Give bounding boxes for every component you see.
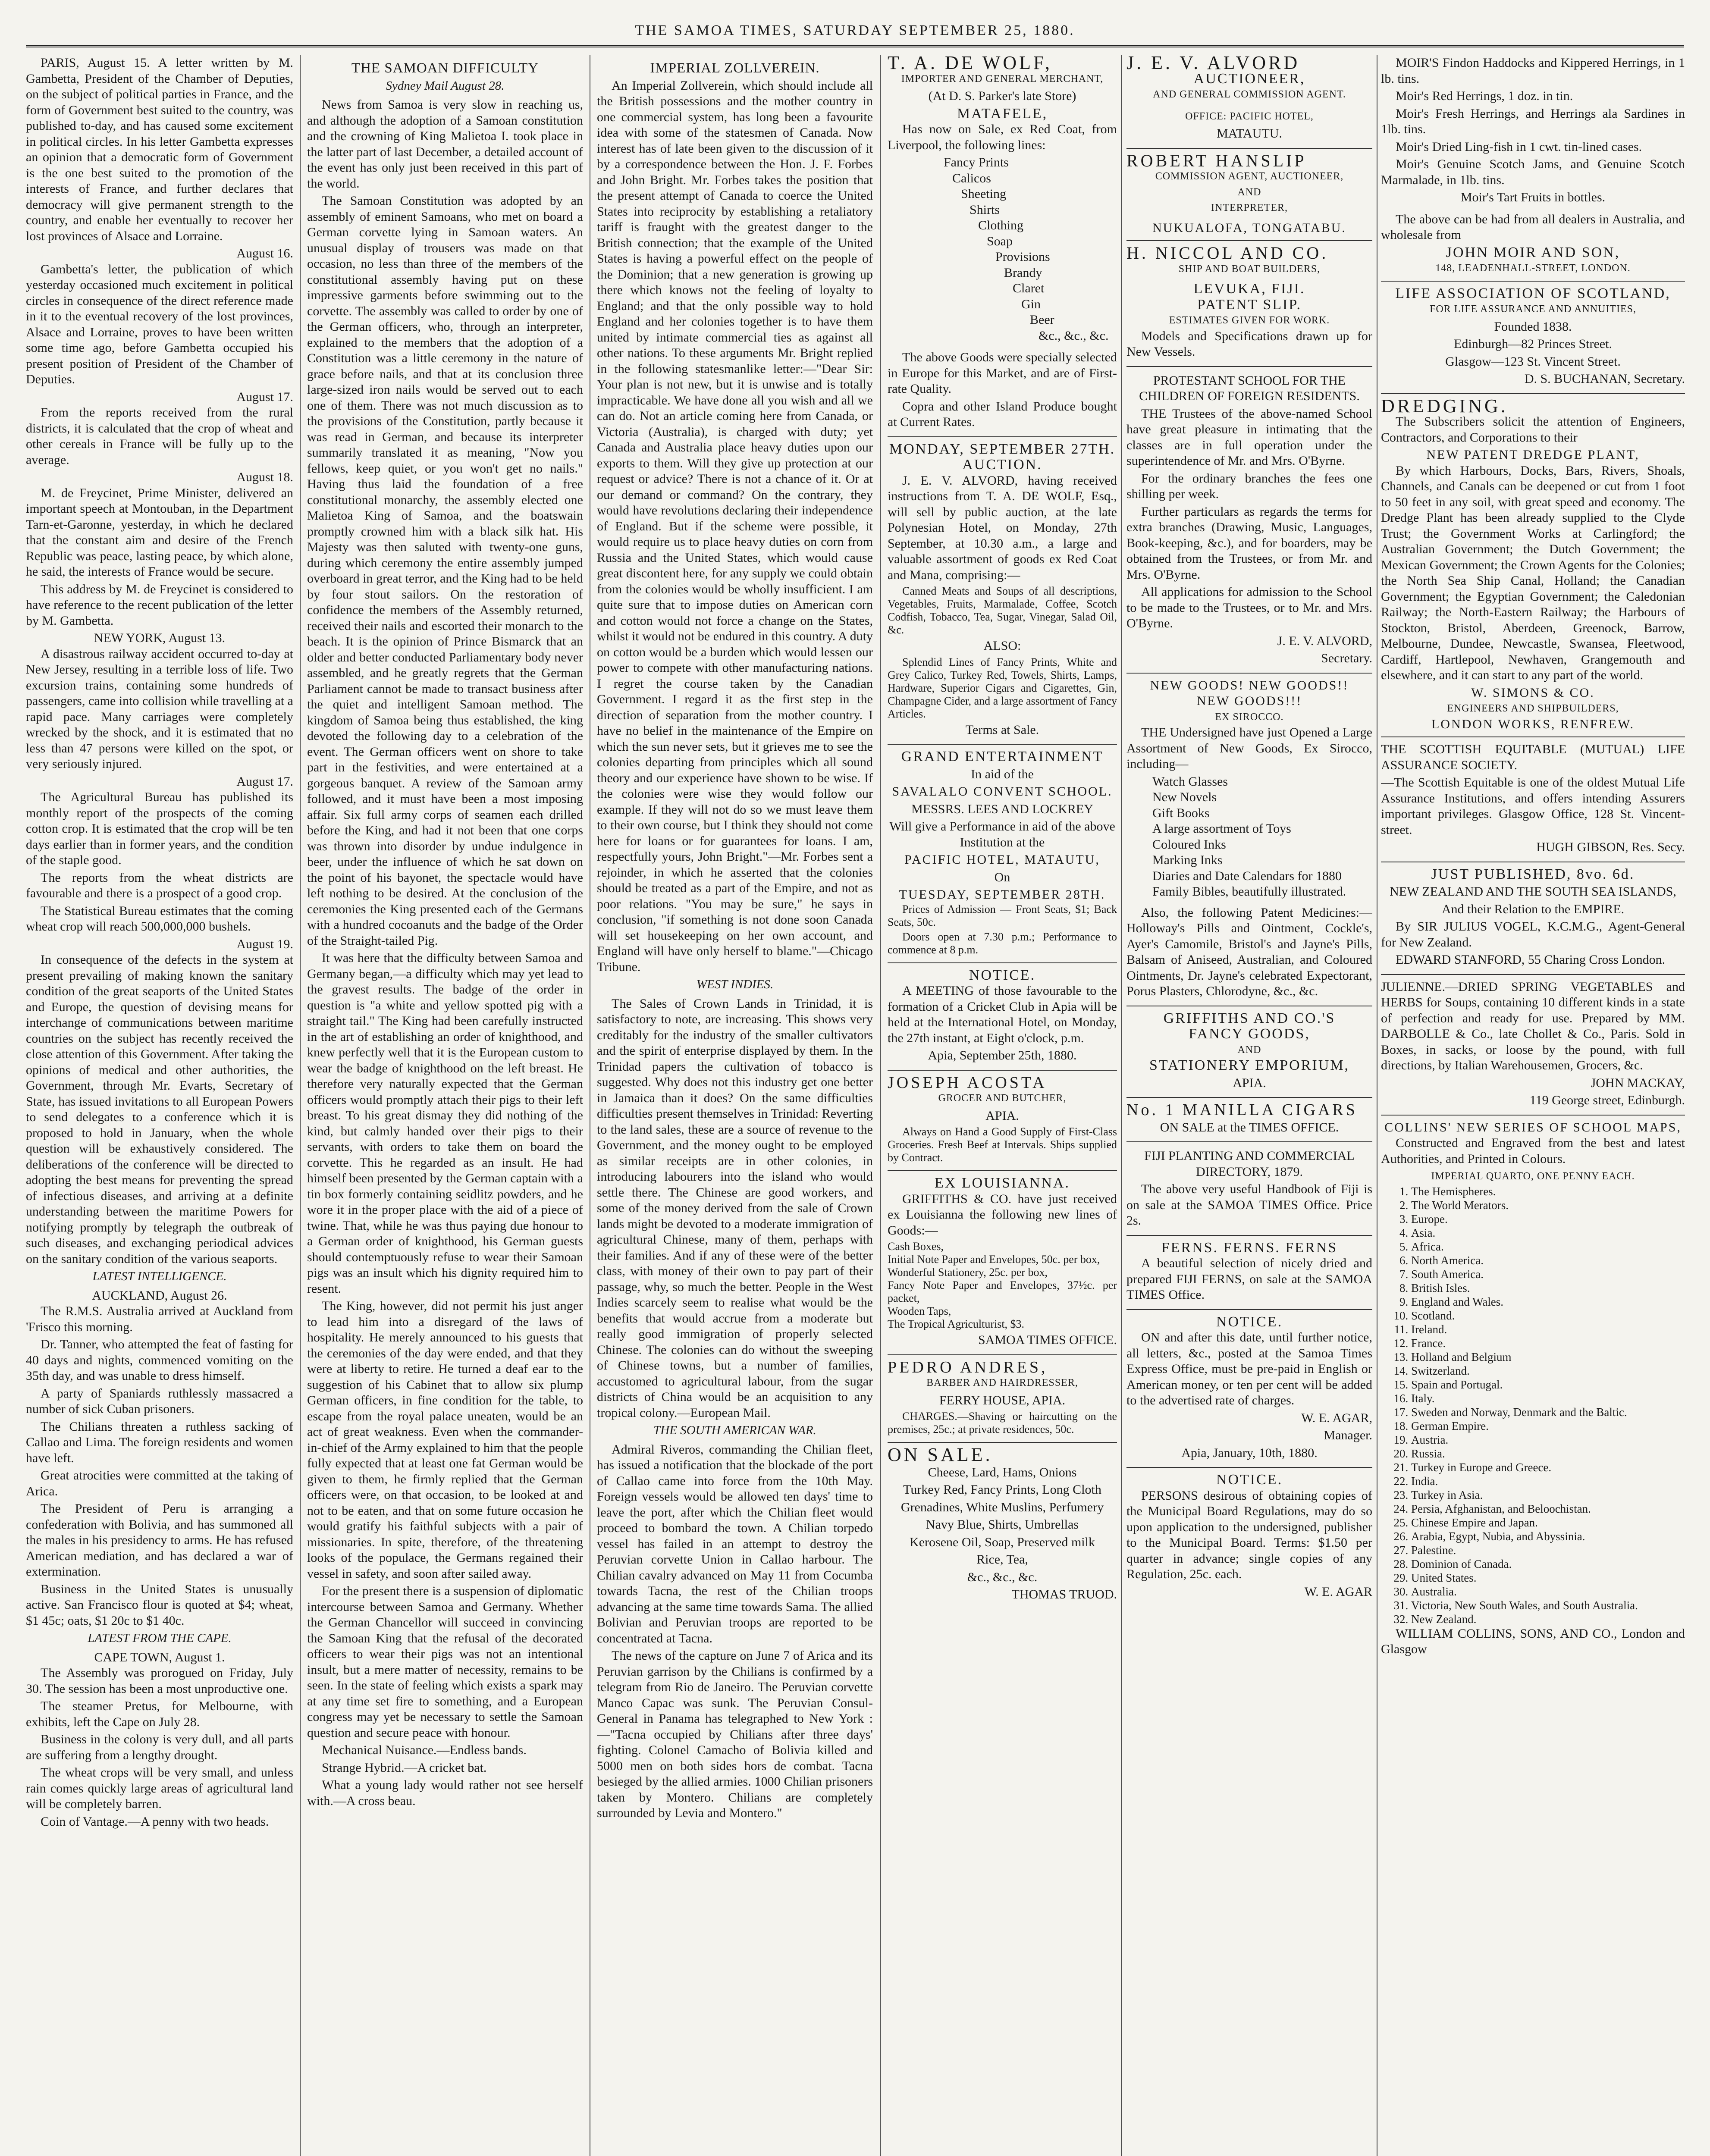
ad-niccol [1126,240,1372,366]
ad-text: By SIR JULIUS VOGEL, K.C.M.G., Agent-General for New Zealand. [1381,919,1685,950]
ad-postal-notice [1126,1309,1372,1467]
ad-text: ON SALE at the TIMES OFFICE. [1160,1120,1339,1134]
ad-text: PERSONS desirous of obtaining copies of the Municipal Board Regulations, may do so upon application to the undersigned, publisher to the Municipal Board. Terms: $1.50 per quarter in advance; single copies of any Regulation, 25c. each. [1126,1488,1372,1581]
ad-place: NUKUALOFA, TONGATABU. [1152,220,1346,235]
ad-subheading: COMMISSION AGENT, AUCTIONEER, [1155,171,1344,182]
ad-item: Shirts [970,202,1000,217]
ad-signature: W. E. AGAR [1304,1584,1372,1599]
ad-place: MATAUTU. [1217,126,1282,141]
article-paragraph: Gambetta's letter, the publication of which yesterday occasioned much excitement in political circles in consequence of the direct reference made in it to the eventual recovery of the lost provinces, Alsace and Lorraine, proves to have been written some time ago, before Gambetta occupied his present position of President of the Chamber of Deputies. [26,262,293,386]
ad-text: The above very useful Handbook of Fiji is on sale at the SAMOA TIMES Office. Price 2s. [1126,1182,1372,1228]
ad-heading: AUCTION. [962,457,1042,473]
ad-item: Diaries and Date Calendars for 1880 [1152,868,1342,883]
article-paragraph: The steamer Pretus, for Melbourne, with exhibits, left the Cape on July 28. [26,1699,293,1729]
ad-new-goods [1126,673,1372,1006]
ad-fiji-directory [1126,1141,1372,1235]
article-paragraph: The news of the capture on June 7 of Arica and its Peruvian garrison by the Chilians is confirmed by a telegram from Rio de Janeiro. The Peruvian corvette Manco Capac was sunk. The Peruvian Consul-General in Panama has telegraphed to New York :—"Tacna occupied by Chilians after three days' fighting. Colonel Camacho of Bolivia killed and 5000 men on both sides hors de combat. Tacna besieged by the allied armies. 1000 Chilian prisoners taken by Montero. Chilians are completely surrounded by Levia and Montero." [597,1648,873,1820]
ad-text: Further particulars as regards the terms for extra branches (Drawing, Music, Languages, Book-keeping, &c.), and for boarders, may be obtained from the Trustees, or from Mr. and Mrs. O'Byrne. [1126,504,1372,582]
ad-text: Doors open at 7.30 p.m.; Performance to commence at 8 p.m. [888,930,1117,956]
ad-scottish-equitable [1381,736,1685,862]
ad-item: &c., &c., &c. [967,1570,1038,1584]
article-title: THE SOUTH AMERICAN WAR. [653,1423,816,1437]
ad-signature: W. E. AGAR, [1301,1410,1372,1425]
ad-on-sale [888,1442,1117,1609]
article-paragraph: An Imperial Zollverein, which should include all the British possessions and the mother country in one commercial system, has long been a favourite idea with some of the statesmen of Canada. Now interest has of late been given to the discussion of it by a correspondence between the Hon. J. F. Forbes and John Bright. Mr. Forbes takes the position that the present attempt of Canada to coerce the United States into reciprocity by establishing a retaliatory tariff is fraught with the greatest danger to the British connection; that the example of the United States is having a powerful effect on the people of the Dominion; that a new generation is growing up there which knows not the feeling of loyalty to England; and that the only possible way to hold England and her colonies together is to have them united by intimate commercial ties as against all other nations. To these arguments Mr. Bright replied in the following statesmanlike letter:—"Dear Sir: Your plan is not new, but it is unwise and is totally impracticable. We have done all you wish and all we can do. Not an article coming here from Canada, or Victoria (Australia), is charged with duty; yet Canada and Australia place heavy duties upon our exports to them. Will they give up protection at our request or advice? There is not a chance of it. Or at our demand or command? On the contrary, they would have revolutions declaring their independence of England. But if the scheme were possible, it would require us to place heavy duties on corn from Russia and the United States, which would cause great discontent here, for any supply we could obtain from the colonies would be wholly insufficient. I am quite sure that to impose duties on American corn and cotton would not force a change on the States, whilst it would not be endured in this country. A duty on cotton would be a burden which would lessen our power to compete with other manufacturing nations. I regret the course taken by the Canadian Government. I regard it as the first step in the direction of separation from the mother country. I have no belief in the maintenance of the Empire on which the sun never sets, but it grieves me to see the colonies departing from principles which all sound theory and our experience have shown to be wise. If the colonies were wise they would follow our example. If they will not do so we must leave them to their own course, but I think they should not come here for loans or for guarantees for loans. I am, respectfully yours, John Bright."—Mr. Forbes sent a rejoinder, in which he asserted that the colonies should be treated as a part of the Empire, and not as poor relations. "You may be sure," he says in conclusion, "if something is not done soon Canada will set housekeeping on her own account, and England will have only herself to blame."—Chicago Tribune. [597,78,873,974]
masthead-rule [26,45,1684,47]
ad-alvord [1126,55,1372,148]
ad-heading: COLLINS' NEW SERIES OF SCHOOL MAPS, [1384,1120,1682,1134]
article-paragraph: A party of Spaniards ruthlessly massacred a number of sick Cuban prisoners. [26,1386,293,1416]
map-list-item: 5. Africa. [1411,1240,1685,1253]
ad-signature: JOHN MACKAY, [1591,1075,1685,1090]
ad-item: Brandy [1004,265,1042,280]
ad-text: (At D. S. Parker's late Store) [928,89,1076,103]
map-list-item: 13. Holland and Belgium [1411,1350,1685,1364]
ad-item: New Novels [1152,790,1217,804]
column-3-zollverein [597,55,873,2156]
column-5-advertisements [1126,55,1372,2156]
map-list-item: 12. France. [1411,1336,1685,1350]
ad-heading: ON SALE. [888,1444,993,1465]
map-list-item: 18. German Empire. [1411,1419,1685,1433]
article-paragraph: Great atrocities were committed at the taking of Arica. [26,1468,293,1498]
article-paragraph: In consequence of the defects in the system at present prevailing of making known the sanitary condition of the great seaports of the United States and Europe, the question of devising means for interchange of communications between maritime countries on the subject has recently received the close attention of this Government. After taking the opinions of medical and other authorities, the Government, through Mr. Evarts, Secretary of State, has issued invitations to all European Powers to send delegates to a conference which it is proposed to hold in January, when the whole question will be exhaustively considered. The deliberations of the conference will be directed to adopting the best means for preventing the spread of infectious diseases, and arriving at a definite understanding between the maritime Powers for notifying promptly by telegraph the outbreak of such diseases, and exchanging periodical advices on the sanitary condition of the various seaports. [26,953,293,1266]
article-paragraph: This address by M. de Freycinet is considered to have reference to the recent publication of the letter by M. Gambetta. [26,582,293,628]
ad-ferns [1126,1235,1372,1309]
ad-item: Wooden Taps, [888,1305,951,1317]
ad-text: Edinburgh—82 Princes Street. [1454,337,1612,351]
ad-text: MOIR'S Findon Haddocks and Kippered Herrings, in 1 lb. tins. [1381,56,1685,86]
ad-subheading: INTERPRETER, [1211,202,1288,213]
ad-item: Soap [987,234,1013,248]
ad-regulations-notice [1126,1467,1372,1606]
article-paragraph: The wheat crops will be very small, and unless rain comes quickly large areas of agricultural land will be completely barren. [26,1765,293,1811]
ad-subheading: 148, LEADENHALL-STREET, LONDON. [1435,263,1631,274]
article-paragraph: The reports from the wheat districts are favourable and there is a prospect of a good crop. [26,870,293,900]
ad-text: ON and after this date, until further notice, all letters, &c., posted at the Samoa Times Express Office, must be pre-paid in English or American money, or ten per cent will be added to the advertised rate of charges. [1126,1330,1372,1407]
map-list-item: 2. The World Merators. [1411,1198,1685,1212]
ad-heading: EX LOUISIANNA. [935,1175,1070,1191]
ad-item: The Tropical Agriculturist, $3. [888,1318,1025,1330]
map-list-item: 7. South America. [1411,1267,1685,1281]
ad-just-published [1381,862,1685,974]
dateline: August 18. [236,470,293,484]
article-paragraph: What a young lady would rather not see herself with.—A cross beau. [307,1778,583,1808]
ad-subheading: AND [1237,186,1261,198]
ad-subheading: AND GENERAL COMMISSION AGENT. [1153,89,1346,100]
ad-heading: PACIFIC HOTEL, MATAUTU, [904,852,1100,867]
ad-place: LONDON WORKS, RENFREW. [1431,717,1635,731]
ad-subheading: IMPORTER AND GENERAL MERCHANT, [901,73,1104,85]
ad-heading: STATIONERY EMPORIUM, [1149,1057,1350,1073]
ad-text: A beautiful selection of nicely dried and prepared FIJI FERNS, on sale at the SAMOA TIMES Office. [1126,1256,1372,1302]
ad-item: Clothing [978,218,1024,232]
ad-text: GRIFFITHS & CO. have just received ex Louisianna the following new lines of Goods:— [888,1191,1117,1238]
ad-text: Models and Specifications drawn up for New Vessels. [1126,329,1372,359]
ad-text: By which Harbours, Docks, Bars, Rivers, Shoals, Channels, and Canals can be deepened or cut from 1 foot to 50 feet in any soil, with great speed and economy. The Dredge Plant has been already supplied to the Clyde Trust; the Government Works at Carlingford; the Australian Government; the Dutch Government; the Mexican Government; the Crown Agents for the Colonies; the North Sea Ship Canal, Holland; the Canadian Government; the Egyptian Government; the Caledonian Railway; the North-Eastern Railway; the Harbours of Stockton, Bristol, Aberdeen, Greenock, Barrow, Melbourne, Dundee, Newcastle, Swansea, Fleetwood, Cardiff, Hartlepool, Newhaven, Grangemouth and elsewhere, and it can start to any part of the world. [1381,463,1685,682]
ad-subheading: EX SIROCCO. [1215,711,1284,723]
map-list-item: 3. Europe. [1411,1212,1685,1226]
ad-text: Splendid Lines of Fancy Prints, White and Grey Calico, Turkey Red, Towels, Shirts, Lamps, Hardware, Superior Cigars and Cigarettes, Gin, Champagne Cider, and a large assortment of Fancy Articles. [888,655,1117,720]
ad-signature: Secretary. [1321,651,1372,665]
ad-signature: THOMAS TRUOD. [1011,1587,1117,1601]
column-4-advertisements [888,55,1117,2156]
ad-item: Claret [1013,281,1045,295]
ad-text: A MEETING of those favourable to the formation of a Cricket Club in Apia will be held at the International Hotel, on Monday, the 27th instant, at Eight o'clock, p.m. [888,984,1117,1045]
ad-hanslip [1126,148,1372,241]
article-title: IMPERIAL ZOLLVEREIN. [650,60,820,76]
ad-text: EDWARD STANFORD, 55 Charing Cross London. [1396,953,1666,967]
dateline: NEW YORK, August 13. [94,631,226,645]
dateline: August 16. [236,246,293,260]
ad-text: THE Trustees of the above-named School have great pleasure in intimating that the classes are in full operation under the superintendence of Mr. and Mrs. O'Byrne. [1126,406,1372,468]
column-2-samoan-difficulty [307,55,583,2156]
ad-heading: THE SCOTTISH EQUITABLE (MUTUAL) LIFE ASSURANCE SOCIETY. [1381,742,1685,772]
ad-manilla-cigars [1126,1097,1372,1141]
ad-subheading: NEW ZEALAND AND THE SOUTH SEA ISLANDS, [1390,884,1676,899]
ad-item: Gift Books [1152,805,1210,820]
ad-text: Constructed and Engraved from the best and latest Authorities, and Printed in Colours. [1381,1136,1685,1166]
ad-place: APIA. [985,1108,1019,1123]
column-divider [300,55,301,2156]
ad-dewolf [888,55,1117,436]
map-list-item: 8. British Isles. [1411,1281,1685,1295]
map-list-item: 1. The Hemispheres. [1411,1185,1685,1198]
map-list-item: 14. Switzerland. [1411,1364,1685,1378]
map-list-item: 25. Chinese Empire and Japan. [1411,1516,1685,1529]
column-6-advertisements [1381,55,1685,2156]
map-list-item: 17. Sweden and Norway, Denmark and the Baltic. [1411,1405,1685,1419]
article-paragraph: Admiral Riveros, commanding the Chilian fleet, has issued a notification that the blockade of the port of Callao came into force from the 10th May. Foreign vessels would be allowed ten days' time to leave the port, after which the Chilian fleet would proceed to bombard the town. A Chilian torpedo vessel has failed in an attempt to destroy the Peruvian corvette Union in Callao harbour. The Chilian cavalry advanced on May 11 from Cocumba towards Tacna, the rest of the Chilian troops advancing at the same time towards Sama. The allied Bolivian and Peruvian troops are reported to be concentrated at Tacna. [597,1442,873,1645]
article-paragraph: The Chilians threaten a ruthless sacking of Callao and Lima. The foreign residents and women have left. [26,1419,293,1465]
article-paragraph: The King, however, did not permit his just anger to lead him into a disregard of the laws of hospitality. He merely announced to his guests that the ceremonies of the day were ended, and that they were at liberty to retire. He turned a deaf ear to the suggestion of his Cabinet that to allow six plump German officers, in fine condition for the table, to escape from the royal palace uneaten, would be an act of great weakness. Even when the commander-in-chief of the Army explained to him that the people fully expected that at least one fat German would be given to them, he firmly replied that the German officers were, on that occasion, to be looked at and not to be eaten, and that on some future occasion he would gratify his faithful subjects with a pair of missionaries. In spite, therefore, of the threatening looks of the populace, the Germans regained their vessel in safety, and soon after sailed away. [307,1299,583,1581]
ad-louisianna [888,1170,1117,1354]
ad-text: The above Goods were specially selected in Europe for this Market, and are of First-rate Quality. [888,350,1117,396]
ad-moir [1381,55,1685,281]
ad-item: Calicos [952,171,991,185]
map-list-item: 6. North America. [1411,1253,1685,1267]
ad-signature: J. E. V. ALVORD, [1277,633,1372,648]
ad-heading: FIJI PLANTING AND COMMERCIAL DIRECTORY, 1879. [1144,1149,1355,1179]
ad-subheading: ESTIMATES GIVEN FOR WORK. [1169,315,1330,326]
ad-heading: NEW GOODS! NEW GOODS!! [1150,678,1349,693]
map-list-item: 4. Asia. [1411,1226,1685,1240]
ad-subheading: GROCER AND BUTCHER, [938,1093,1067,1104]
ad-text: JULIENNE.—DRIED SPRING VEGETABLES and HERBS for Soups, containing 10 different kinds in a state of perfection and ready for use. Prepared by MM. DARBOLLE & Co., late Chollet & Co., Paris. Sold in Boxes, in sacks, or loose by the pound, with full directions, by Italian Warehousemen, Grocers, &c. [1381,979,1685,1072]
ad-signature: SAMOA TIMES OFFICE. [978,1333,1117,1347]
ad-item: Initial Note Paper and Envelopes, 50c. per box, [888,1253,1100,1266]
map-list-item: 26. Arabia, Egypt, Nubia, and Abyssinia. [1411,1529,1685,1543]
ad-heading: FERNS. FERNS. FERNS [1161,1239,1338,1256]
ad-heading: No. 1 MANILLA CIGARS [1126,1101,1358,1119]
ad-item: Family Bibles, beautifully illustrated. [1152,884,1346,899]
ad-heading: NOTICE. [1216,1472,1283,1488]
ad-text: Moir's Fresh Herrings, and Herrings ala Sardines in 1lb. tins. [1381,106,1685,136]
ad-subheading: IMPERIAL QUARTO, ONE PENNY EACH. [1431,1171,1635,1182]
ad-heading: NEW GOODS!!! [1196,694,1302,708]
map-list-item: 32. New Zealand. [1411,1612,1685,1626]
ad-heading: GRAND ENTERTAINMENT [901,749,1104,765]
ad-text: On [994,870,1010,884]
ad-place: FERRY HOUSE, APIA. [939,1393,1066,1407]
article-paragraph: The R.M.S. Australia arrived at Auckland from 'Frisco this morning. [26,1304,293,1334]
map-list-item: 24. Persia, Afghanistan, and Beloochistan. [1411,1502,1685,1516]
article-paragraph: Mechanical Nuisance.—Endless bands. [322,1743,527,1757]
ad-text: Moir's Genuine Scotch Jams, and Genuine Scotch Marmalade, in 1lb. tins. [1381,157,1685,187]
ad-signature: WILLIAM COLLINS, SONS, AND CO., London and Glasgow [1381,1626,1685,1656]
ad-signature: HUGH GIBSON, Res. Secy. [1536,840,1685,854]
ad-julienne [1381,974,1685,1115]
dateline: August 17. [236,389,293,404]
ad-text: Will give a Performance in aid of the above Institution at the [889,819,1115,849]
ad-heading: DREDGING. [1381,395,1508,417]
ad-text: Founded 1838. [1494,319,1572,334]
ad-heading: NOTICE. [1216,1313,1283,1330]
ad-item: Coloured Inks [1152,837,1226,852]
ad-item: Turkey Red, Fancy Prints, Long Cloth [903,1482,1101,1497]
ad-text: The above can be had from all dealers in Australia, and wholesale from [1381,212,1685,242]
ad-subheading: AUCTIONEER, [1193,70,1305,87]
ad-item: Sheeting [961,187,1006,201]
dateline: August 19. [236,937,293,951]
ad-text: And their Relation to the EMPIRE. [1441,902,1625,916]
ad-heading: LIFE ASSOCIATION OF SCOTLAND, [1395,285,1671,301]
ad-heading: GRIFFITHS AND CO.'S [1163,1010,1336,1026]
ad-text: Moir's Dried Ling-fish in 1 cwt. tin-lined cases. [1396,139,1642,154]
article-paragraph: Business in the colony is very dull, and all parts are suffering from a lengthy drought. [26,1732,293,1762]
ad-heading: JUST PUBLISHED, 8vo. 6d. [1431,866,1635,882]
ad-heading: NEW PATENT DREDGE PLANT, [1426,448,1640,462]
column-1-news [26,55,293,2156]
ad-item: Marking Inks [1152,853,1223,867]
ad-item: Provisions [995,250,1050,264]
map-list-item: 30. Australia. [1411,1585,1685,1598]
ad-text: Always on Hand a Good Supply of First-Class Groceries. Fresh Beef at Intervals. Ships supplied by Contract. [888,1125,1117,1164]
article-paragraph: A disastrous railway accident occurred to-day at New Jersey, resulting in a terrible loss of life. Two excursion trains, containing some hundreds of passengers, came into collision while travelling at a rapid pace. Many carriages were completely wrecked by the shock, and it is estimated that no less than 47 persons were killed on the spot, or very seriously injured. [26,646,293,771]
ad-item: Kerosene Oil, Soap, Preserved milk [910,1535,1095,1549]
ad-signature: D. S. BUCHANAN, Secretary. [1524,372,1685,386]
ad-item: Cheese, Lard, Hams, Onions [928,1465,1077,1479]
ad-heading: JOSEPH ACOSTA [888,1073,1047,1092]
ad-protestant-school [1126,366,1372,673]
ad-heading: MONDAY, SEPTEMBER 27TH. [889,441,1116,457]
ad-text: Terms at Sale. [965,722,1039,737]
article-paragraph: News from Samoa is very slow in reaching us, and although the adoption of a Samoan constitution and the crowning of King Malietoa I. took place in the latter part of last December, a detailed account of the event has only just been received in this part of the world. [307,97,583,191]
ad-item: Watch Glasses [1152,774,1228,789]
ad-heading: H. NICCOL AND CO. [1126,243,1329,263]
ad-item: Navy Blue, Shirts, Umbrellas [926,1517,1079,1532]
article-paragraph: M. de Freycinet, Prime Minister, delivered an important speech at Montouban, in the Department Tarn-et-Garonne, yesterday, in which he declared that the constant aim and desire of the French Republic was peace, lasting peace, by which alone, he said, the interests of France would be secure. [26,486,293,579]
ad-text: Apia, September 25th, 1880. [928,1048,1077,1062]
ad-text: All applications for admission to the School to be made to the Trustees, or to Mr. and Mrs. O'Byrne. [1126,585,1372,630]
ad-entertainment [888,744,1117,962]
ad-heading: NOTICE. [969,967,1036,983]
ad-text: Apia, January, 10th, 1880. [1181,1445,1318,1460]
ad-item: &c., &c., &c. [1039,328,1109,343]
map-list-item: 27. Palestine. [1411,1543,1685,1557]
ad-place: LEVUKA, FIJI. [1193,281,1305,297]
ad-place: APIA. [1233,1075,1266,1090]
ad-text: J. E. V. ALVORD, having received instructions from T. A. DE WOLF, Esq., will sell by public auction, at the late Polynesian Hotel, on Monday, 27th September, at 10.30 a.m., a large and valuable assortment of goods ex Red Coat and Mana, comprising:— [888,473,1117,582]
ad-heading: ROBERT HANSLIP [1126,150,1307,170]
ad-text: In aid of the [971,767,1034,781]
article-paragraph: The Samoan Constitution was adopted by an assembly of eminent Samoans, who met on board a German corvette lying in Samoan waters. An unusual display of trousers was made on that occasion, no less than three of the members of the constitutional assembly having put on these impressive garments before swimming out to the corvette. The assembly was called to order by one of the German officers, who, through an interpreter, explained to the members that the adoption of a Constitution was a little ceremony in the nature of grace before nails, and that at its conclusion three large-sized iron nails would be served out to each one of them. There was not much discussion as to the provisions of the Constitution, partly because it was read in German, and because its interpreter summarily translated it as meaning, "Now you fellows, keep quiet, or you won't get no nails." Having thus laid the foundation of a free constitutional monarchy, the assembly elected one Malietoa King of Samoa, and the boatswain promptly crowned him with a black silk hat. His Majesty was then saluted with twenty-one guns, during which ceremony the entire assembly jumped overboard in great terror, and the King had to be held by four stout sailors. On the restoration of confidence the members of the Assembly returned, received their nails and escorted their monarch to the beach. It is the opinion of Prince Bismarck that an older and better conducted Parliamentary body never assembled, and he greatly regrets that the German Parliament cannot be made to transact business after the quiet and intelligent Samoan method. The kingdom of Samoa being thus established, the king devoted the following day to a celebration of the event. The German officers went on shore to take part in the festivities, and were entertained at a gorgeous banquet. A review of the Samoan army followed, and it must have been a most imposing affair. Six full army corps of seamen each drilled before the King, and had it not been that one corps was thrown into disorder by undue indulgence in beer, under the influence of which he sat down on the point of his bayonet, the spectacle would have left nothing to be desired. At the conclusion of the ceremonies the King presented each of the Germans with a hundred cocoanuts and the badge of the Order of the Straight-tailed Pig. [307,194,583,948]
ad-item: Fancy Prints [944,155,1009,169]
ad-text: Canned Meats and Soups of all descriptions, Vegetables, Fruits, Marmalade, Coffee, Scotch Codfish, Tobacco, Tea, Sugar, Vinegar, Salad Oil, &c. [888,585,1117,636]
ad-griffiths [1126,1006,1372,1097]
article-paragraph: Strange Hybrid.—A cricket bat. [322,1760,487,1775]
ad-text: 119 George street, Edinburgh. [1529,1093,1685,1107]
article-paragraph: PARIS, August 15. A letter written by M. Gambetta, President of the Chamber of Deputies, on the subject of political parties in France, and the form of Government best suited to the country, was published to-day, and has caused some excitement in political circles. In his letter Gambetta expresses an opinion that a democratic form of Government is the one best suited to the promotion of the interests of France, and further declares that democracy will give permanent strength to the country, and enable her eventually to recover her lost provinces of Alsace and Lorraine. [26,56,293,243]
map-list-item: 19. Austria. [1411,1433,1685,1447]
ad-heading: PATENT SLIP. [1197,296,1302,313]
ad-heading: PROTESTANT SCHOOL FOR THE CHILDREN OF FOREIGN RESIDENTS. [1139,373,1360,403]
ad-subheading: AND [1237,1044,1261,1056]
ad-subheading: FOR LIFE ASSURANCE AND ANNUITIES, [1429,304,1637,315]
article-paragraph: Coin of Vantage.—A penny with two heads. [41,1814,269,1829]
map-list-item: 16. Italy. [1411,1391,1685,1405]
ad-item: Grenadines, White Muslins, Perfumery [900,1500,1104,1514]
article-source: Sydney Mail August 28. [386,78,505,93]
ad-subheading: ENGINEERS AND SHIPBUILDERS, [1447,703,1619,714]
ad-heading: TUESDAY, SEPTEMBER 28TH. [899,887,1106,902]
map-list-item: 22. India. [1411,1474,1685,1488]
ad-acosta [888,1070,1117,1171]
article-title: WEST INDIES. [696,978,774,991]
map-list-item: 21. Turkey in Europe and Greece. [1411,1460,1685,1474]
map-list-item: 28. Dominion of Canada. [1411,1557,1685,1571]
column-divider [880,55,881,2156]
ad-heading: PEDRO ANDRES, [888,1358,1048,1376]
article-paragraph: It was here that the difficulty between Samoa and Germany began,—a difficulty which may yet lead to the gravest results. The badge of the order in question is "a white and yellow spotted pig with a straight tail." The King had been carefully instructed in the art of establishing an order of knighthood, and knew perfectly well that it is the European custom to wear the badge of knighthood on the left breast. He therefore very naturally expected that the German officers would promptly attach their pigs to their left breast. To his great dismay they did nothing of the kind, but calmly handed over their pigs to their servants, with orders to take them on board the corvette. This he regarded as an insult. He had himself been presented by the German captain with a tin box formerly containing seidlitz powders, and he wore it in the proper place with the aid of a piece of twine. That, while he was thus paying due honour to a German order of knighthood, his German guests should contemptuously refuse to wear their Samoan pigs was an insult which his dignity required him to resent. [307,951,583,1296]
map-list-item: 10. Scotland. [1411,1309,1685,1322]
map-list-item: 23. Turkey in Asia. [1411,1488,1685,1502]
ad-text: CHARGES.—Shaving or haircutting on the premises, 25c.; at private residences, 50c. [888,1410,1117,1435]
ad-heading: T. A. DE WOLF, [888,55,1052,73]
section-heading: LATEST FROM THE CAPE. [88,1631,232,1645]
article-paragraph: The Statistical Bureau estimates that the coming wheat crop will reach 500,000,000 bushels. [26,903,293,934]
article-title: THE SAMOAN DIFFICULTY [351,60,539,76]
ad-item: Fancy Note Paper and Envelopes, 37½c. per packet, [888,1279,1117,1304]
ad-text: The Subscribers solicit the attention of Engineers, Contractors, and Corporations to their [1381,414,1685,445]
article-paragraph: The Agricultural Bureau has published its monthly report of the prospects of the coming cotton crop. It is estimated that the crop will be ten days earlier than in former years, and the condition of the staple good. [26,790,293,867]
ad-text: Copra and other Island Produce bought at Current Rates. [888,399,1117,429]
ad-signature: W. SIMONS & CO. [1471,685,1595,700]
ad-item: Beer [1030,313,1054,327]
dateline: AUCKLAND, August 26. [92,1288,227,1303]
ad-subheading: BARBER AND HAIRDRESSER, [926,1377,1078,1388]
article-paragraph: The President of Peru is arranging a confederation with Bolivia, and has summoned all the males in his presidency to arms. He has refused American mediation, and has declared a war of extermination. [26,1501,293,1579]
ad-text: Also, the following Patent Medicines:—Holloway's Pills and Ointment, Cockle's, Ayer's Camomile, Bristol's and Jayne's Pills, Balsam of Aniseed, Australian, and Coloured Ointments, Dr. Jayne's celebrated Expectorant, Porus Plasters, Chlorodyne, &c., &c. [1126,905,1372,998]
ad-heading: SAVALALO CONVENT SCHOOL. [892,784,1113,799]
ad-text: MESSRS. LEES AND LOCKREY [911,802,1093,816]
section-heading: LATEST INTELLIGENCE. [92,1269,227,1283]
ad-place: MATAFELE, [957,105,1048,122]
map-list-item: 29. United States. [1411,1571,1685,1585]
map-list-item: 9. England and Wales. [1411,1295,1685,1309]
ad-subheading: SHIP AND BOAT BUILDERS, [1178,263,1321,275]
ad-item: Wonderful Stationery, 25c. per box, [888,1266,1048,1279]
ad-auction [888,436,1117,744]
ad-item: Rice, Tea, [976,1552,1028,1567]
ad-text: For the ordinary branches the fees one shilling per week. [1126,471,1372,501]
ad-heading: J. E. V. ALVORD [1126,55,1300,73]
ad-text: ALSO: [983,639,1021,653]
ad-dredging [1381,393,1685,737]
ad-text: OFFICE: PACIFIC HOTEL, [1185,110,1314,122]
masthead-title: THE SAMOA TIMES, SATURDAY SEPTEMBER 25, 1880. [635,22,1075,38]
ad-collins-maps [1381,1115,1685,1664]
ad-signature: Manager. [1324,1428,1372,1442]
map-list-item: 20. Russia. [1411,1447,1685,1460]
article-paragraph: The Assembly was prorogued on Friday, July 30. The session has been a most unproductive one. [26,1666,293,1696]
ad-text: Moir's Tart Fruits in bottles. [1460,190,1606,204]
ad-pedro [888,1354,1117,1442]
ad-text: Moir's Red Herrings, 1 doz. in tin. [1396,89,1573,103]
masthead [26,0,1684,43]
article-paragraph: Dr. Tanner, who attempted the feat of fasting for 40 days and nights, commenced vomiting on the 35th day, and was unable to dress himself. [26,1337,293,1383]
map-list-item: 11. Ireland. [1411,1322,1685,1336]
ad-text: Has now on Sale, ex Red Coat, from Liverpool, the following lines: [888,122,1117,152]
article-paragraph: Business in the United States is unusually active. San Francisco flour is quoted at $4; wheat, $1 45c; oats, $1 20c to $1 40c. [26,1582,293,1628]
map-list-item: 31. Victoria, New South Wales, and South Australia. [1411,1598,1685,1612]
column-divider [1121,55,1122,2156]
map-list [1381,1185,1685,1626]
ad-heading: JOHN MOIR AND SON, [1446,244,1620,260]
map-list-item: 15. Spain and Portugal. [1411,1378,1685,1391]
article-paragraph: The Sales of Crown Lands in Trinidad, it is satisfactory to note, are increasing. This shows very creditably for the industry of the smaller cultivators and the spirit of enterprise displayed by them. In the Trinidad papers the cultivation of tobacco is suggested. Why does not this industry get one better in Jamaica than it does? On the same difficulties difficulties present themselves in Trinidad: Reverting to the land sales, these are a source of revenue to the Government, and the money ought to be employed as similar receipts are in other colonies, in introducing labourers into the island who would settle there. The Chinese are good workers, and some of the money derived from the sale of Crown lands might be devoted to a moderate immigration of agricultural Chinese, many of them, perhaps with their families. And if any of these were of the better class, with money of their own to pay part of their passage, why, so much the better. People in the West Indies scarcely seem to realise what would be the benefits that would accrue from a moderate but really good immigration of properly selected Chinese. The colonies can do without the sweeping of Chinese towns, but a number of families, accustomed to agricultural labour, from the sugar districts of China would be an acquisition to any tropical colony.—European Mail. [597,996,873,1420]
ad-text: —The Scottish Equitable is one of the oldest Mutual Life Assurance Institutions, and offers intending Assurers important privileges. Glasgow Office, 128 St. Vincent-street. [1381,775,1685,837]
ad-item: Cash Boxes, [888,1240,944,1253]
article-paragraph: From the reports received from the rural districts, it is calculated that the crop of wheat and other cereals in France will be fully up to the average. [26,405,293,467]
dateline: August 17. [236,774,293,789]
dateline: CAPE TOWN, August 1. [94,1650,225,1664]
article-paragraph: For the present there is a suspension of diplomatic intercourse between Samoa and Germany. Whether the German Chancellor will succeed in convincing the Samoan King that the refusal of the decorated officers to wear their pigs was not an intentional insult, but a mere matter of necessity, remains to be seen. In the state of feeling which exists a spark may at any time set fire to something, and a European congress may yet be necessary to settle the Samoan question and secure peace with honour. [307,1584,583,1740]
ad-item: Gin [1021,297,1041,311]
ad-item: A large assortment of Toys [1152,821,1291,836]
ad-cricket-notice [888,962,1117,1070]
ad-text: Glasgow—123 St. Vincent Street. [1445,354,1621,369]
ad-text: Prices of Admission — Front Seats, $1; Back Seats, 50c. [888,903,1117,928]
ad-life-association [1381,281,1685,393]
ad-heading: FANCY GOODS, [1189,1026,1310,1042]
ad-text: THE Undersigned have just Opened a Large Assortment of New Goods, Ex Sirocco, including— [1126,725,1372,771]
